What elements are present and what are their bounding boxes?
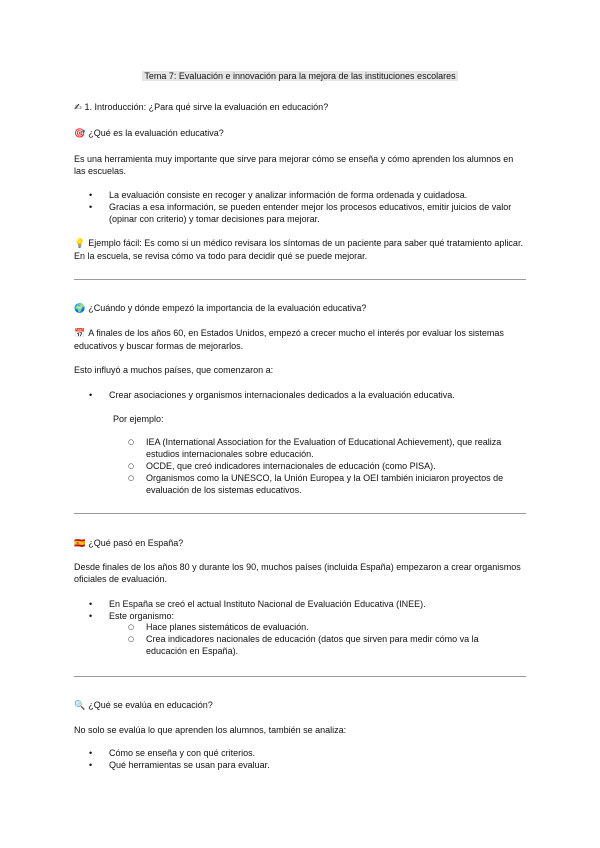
- espana-list: [74, 598, 526, 622]
- list-item: • Qué herramientas se usan para evaluar.: [74, 759, 526, 771]
- espana-heading: [74, 537, 526, 550]
- que-evalua-paragraph: [74, 724, 526, 736]
- lightbulb-icon: 💡: [74, 239, 86, 249]
- list-item: ○ IEA (International Association for the Evaluation of Educational Achievement), que realiza estudios internacionales sobre educación.: [112, 436, 520, 460]
- section-divider: [74, 513, 526, 514]
- list-item: • La evaluación consiste en recoger y analizar información de forma ordenada y cuidadosa.: [74, 189, 526, 201]
- cuando-paragraph-text: A finales de los años 60, en Estados Unidos, empezó a crecer mucho el interés por evaluar los sistemas educativos y buscar formas de mejorarlos.: [74, 328, 504, 351]
- cuando-sublead-text: Por ejemplo:: [113, 414, 164, 424]
- list-item: ○ Hace planes sistemáticos de evaluación.: [112, 621, 512, 633]
- magnifier-icon: 🔍: [74, 701, 86, 711]
- espana-paragraph: [74, 561, 526, 585]
- example-paragraph: [74, 237, 526, 262]
- cuando-heading-text: ¿Cuándo y dónde empezó la importancia de la evaluación educativa?: [88, 303, 367, 313]
- list-item: • Este organismo:: [74, 610, 526, 622]
- intro-heading: [74, 101, 526, 114]
- que-es-paragraph: [74, 153, 526, 177]
- espana-sublist: [112, 621, 512, 657]
- que-evalua-list: [74, 747, 526, 771]
- que-evalua-heading: [74, 699, 526, 712]
- document-title: [0, 70, 600, 82]
- cuando-lead-text: Esto influyó a muchos países, que comenzaron a:: [74, 365, 274, 375]
- list-item: • Cómo se enseña y con qué criterios.: [74, 747, 526, 759]
- que-es-heading: [74, 127, 526, 140]
- cuando-heading: [74, 302, 526, 315]
- example-text: Ejemplo fácil: Es como si un médico revisara los síntomas de un paciente para saber qué tratamiento aplicar. En la escuela, se revisa cómo va todo para decidir qué se puede mejorar.: [74, 238, 523, 261]
- cuando-sublead: [113, 413, 513, 425]
- calendar-icon: 📅: [74, 329, 86, 339]
- document-title-text: Tema 7: Evaluación e innovación para la mejora de las instituciones escolares: [144, 71, 456, 81]
- list-item: ○ Crea indicadores nacionales de educación (datos que sirven para medir cómo va la educación en España).: [112, 633, 512, 657]
- cuando-paragraph: [74, 327, 526, 352]
- list-item: ○ OCDE, que creó indicadores internacionales de educación (como PISA).: [112, 460, 520, 472]
- list-item: ○ Organismos como la UNESCO, la Unión Europea y la OEI también iniciaron proyectos de evaluación de los sistemas educativos.: [112, 472, 520, 496]
- que-evalua-heading-text: ¿Qué se evalúa en educación?: [88, 700, 213, 710]
- cuando-list: [74, 389, 526, 401]
- writing-hand-icon: ✍: [74, 103, 82, 113]
- que-es-heading-text: ¿Qué es la evaluación educativa?: [88, 128, 224, 138]
- intro-heading-text: 1. Introducción: ¿Para qué sirve la evaluación en educación?: [84, 102, 329, 112]
- section-divider: [74, 676, 526, 677]
- list-item: • En España se creó el actual Instituto Nacional de Evaluación Educativa (INEE).: [74, 598, 526, 610]
- que-es-list: [74, 189, 526, 225]
- globe-icon: 🌍: [74, 304, 86, 314]
- que-evalua-paragraph-text: No solo se evalúa lo que aprenden los alumnos, también se analiza:: [74, 725, 347, 735]
- espana-heading-text: ¿Qué pasó en España?: [88, 538, 184, 548]
- spain-flag-icon: 🇪🇸: [74, 539, 86, 549]
- section-divider: [74, 279, 526, 280]
- target-icon: 🎯: [74, 129, 86, 139]
- espana-paragraph-text: Desde finales de los años 80 y durante los 90, muchos países (incluida España) empezaron a crear organismos oficiales de evaluación.: [74, 562, 521, 584]
- list-item: • Gracias a esa información, se pueden entender mejor los procesos educativos, emitir juicios de valor (opinar con criterio) y tomar decisiones para mejorar.: [74, 201, 526, 225]
- cuando-sublist: [112, 436, 520, 496]
- que-es-paragraph-text: Es una herramienta muy importante que sirve para mejorar cómo se enseña y cómo aprenden los alumnos en las escuelas.: [74, 154, 514, 176]
- list-item: • Crear asociaciones y organismos internacionales dedicados a la evaluación educativa.: [74, 389, 526, 401]
- cuando-lead: [74, 364, 526, 376]
